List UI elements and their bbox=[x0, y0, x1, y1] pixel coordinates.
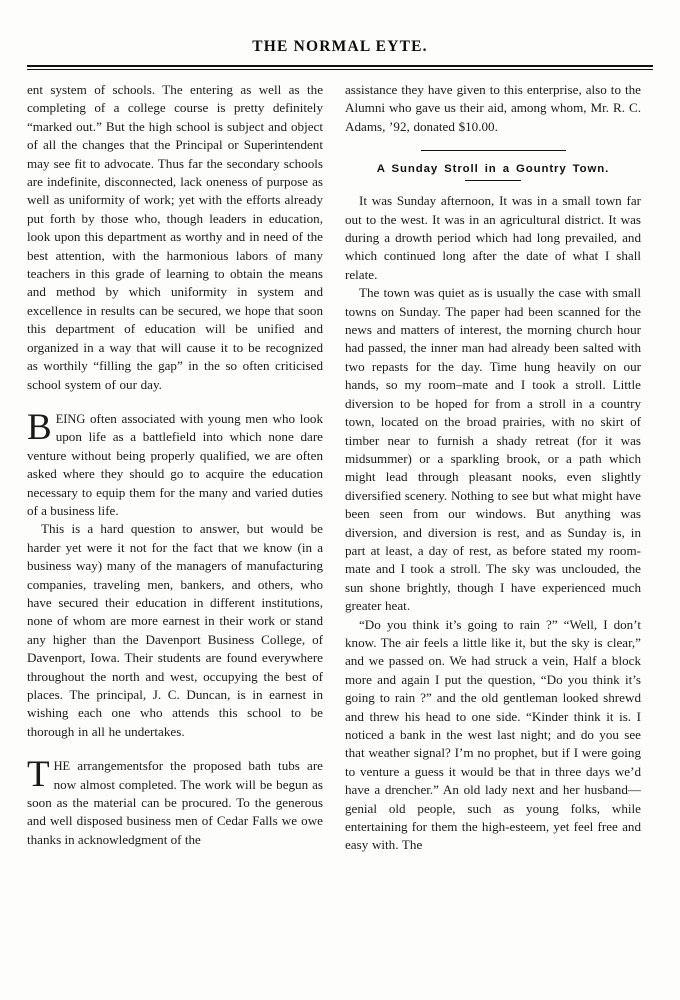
dropcap-article-the bbox=[27, 754, 323, 849]
drop-cap-body-text: arrangementsfor the proposed bath tubs are now almost completed. The work will be begun as soon as the material can be procured. To the generous and well disposed business men of Cedar Falls we owe thanks in acknowledgment of the bbox=[27, 758, 323, 847]
drop-cap-initial: B bbox=[27, 406, 52, 448]
heading-underline-rule bbox=[465, 180, 521, 181]
drop-cap-initial: T bbox=[27, 754, 50, 796]
drop-cap-lead-caps: HE bbox=[53, 759, 71, 774]
right-continued-paragraph: assistance they have given to this enterprise, also to the Alumni who gave us their aid, among whom, Mr. R. C. Adams, ’92, donated $10.00. bbox=[345, 82, 641, 134]
left-article-paragraph: This is a hard question to answer, but would be harder yet were it not for the fact that we know (in a business way) many of the managers of manufacturing companies, traveling men, bankers, and others, who have secured their education in different institutions, none of whom are more earnest in their work or stand any higher than the Davenport Business College, of Davenport, Iowa. Their students are found everywhere throughout the north and west, occupying the best of places. The principal, J. C. Duncan, is in earnest in wishing each one who attends this school to be thorough in all he undertakes. bbox=[27, 521, 323, 739]
article-paragraph: “Do you think it’s going to rain ?” “Well, I don’t know. The air feels a little like it, but the sky is clear,” and we passed on. We had struck a vein, Half a block more and again I put the question, “Do you think it’s going to rain ?” and the old gentleman looked shrewd and threw his head to one side. “Kinder think it is. I noticed a bank in the west last night; and do you see that weather signal? I’m no prophet, but if I were going to venture a guess it would be that in three days we’d have a drencher.” An old lady next and her husband—genial old people, such as young folks, while entertaining for them the high-esteem, yet feel free and easy with. The bbox=[345, 616, 641, 853]
left-column bbox=[27, 81, 323, 849]
drop-cap-lead-caps: EING bbox=[55, 411, 86, 426]
left-continued-paragraph: ent system of schools. The entering as well as the completing of a college course is pretty definitely “marked out.” But the high school is subject and object of all the changes that the Principal or Superintendent may see fit to advocate. Thus far the secondary schools are indefinite, disconnected, lack oneness of purpose as well as uniformity of work; yet with the efforts already put forth by those who, though leaders in education, look upon this department as worthy and in need of the best attention, with the harmonious labors of many teachers in this grade of learning to obtain the means and method by which uniformity in system and excellence in results can be secured, we hope that soon this department of education will be unified and organized in a way that will cause it to be recognized as worthily “filling the gap” in the so often criticised school system of our day. bbox=[27, 82, 323, 392]
masthead-rule bbox=[27, 65, 653, 70]
drop-cap-body-text: often associated with young men who look upon life as a battlefield into which none dare venture without being properly qualified, we are often asked where they should go to acquire the education necessary to equip them for the many and varied duties of a business life. bbox=[27, 410, 323, 518]
article-paragraph: The town was quiet as is usually the case with small towns on Sunday. The paper had been scanned for the news and matters of interest, the morning church hour had passed, the inner man had already been salted with two repasts for the day. Time hung heavily on our hands, so my room–mate and I took a stroll. Little diversion to be hoped for from a stroll in a country town, located on the broad prairies, with no skirt of timber near to furnish a shady retreat (for it was midsummer) or a sparkling brook, or a path which might lead through pleasant nooks, even slightly diversified scenery. Nothing to see but what might have been seen from our windows. But anything was diversion, and diversion is rest, and as Sunday is, in part at least, a day of rest, as before stated my room-mate and I took a stroll. The sky was unclouded, the sun shone brightly, though I have experienced much greater heat. bbox=[345, 285, 641, 614]
right-column bbox=[345, 81, 641, 855]
dropcap-paragraph bbox=[27, 754, 323, 849]
two-column-layout bbox=[27, 81, 653, 855]
dropcap-paragraph bbox=[27, 406, 323, 520]
page-masthead: THE NORMAL EYTE. bbox=[252, 38, 428, 55]
dropcap-article-being bbox=[27, 406, 323, 741]
article-heading: A Sunday Stroll in a Gountry Town. bbox=[376, 163, 610, 176]
section-divider-rule bbox=[421, 150, 566, 151]
article-paragraph: It was Sunday afternoon, It was in a small town far out to the west. It was in an agricultural district. It was during a drowth period which had long prevailed, and which continued long after the date of what I shall relate. bbox=[345, 193, 641, 282]
